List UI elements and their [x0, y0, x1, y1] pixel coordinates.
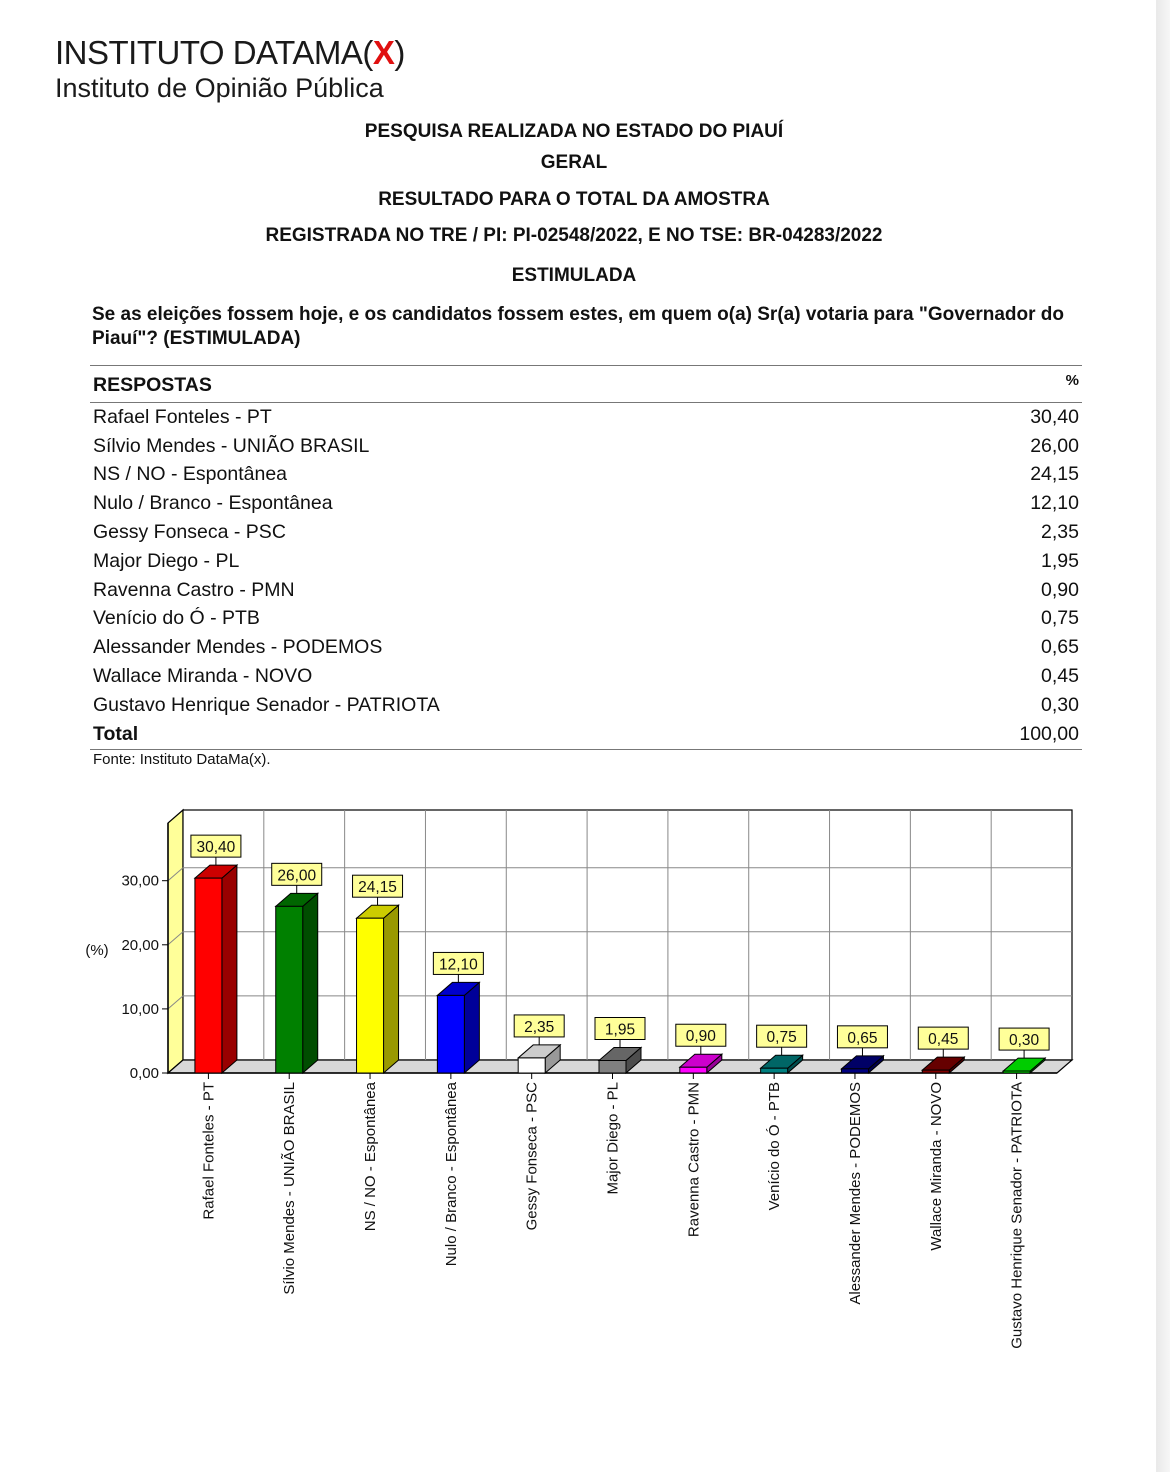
y-axis-label: (%): [85, 942, 109, 959]
x-tick-label: NS / NO - Espontânea: [362, 1082, 380, 1232]
header-line-4: REGISTRADA NO TRE / PI: PI-02548/2022, E NO TSE: BR-04283/2022: [265, 225, 883, 246]
header-line-2: GERAL: [540, 152, 608, 173]
table-row: [90, 518, 1082, 547]
row-label: Nulo / Branco - Espontânea: [93, 492, 333, 515]
bar: [357, 918, 384, 1073]
x-tick-label: Ravenna Castro - PMN: [685, 1082, 703, 1238]
brand-logo: [55, 34, 405, 104]
col-label-header: RESPOSTAS: [90, 366, 926, 403]
data-label: 1,95: [604, 1021, 636, 1039]
x-tick-label: Major Diego - PL: [604, 1082, 622, 1195]
table-row: [90, 461, 1082, 490]
y-tick-label: 10,00: [121, 1000, 159, 1018]
y-tick-label: 30,00: [121, 872, 159, 890]
table-row: [90, 691, 1082, 720]
row-value: 0,75: [1041, 607, 1079, 630]
x-tick-label: Wallace Miranda - NOVO: [927, 1082, 945, 1251]
total-value: 100,00: [926, 720, 1082, 749]
table-row: [90, 605, 1082, 634]
bar: [680, 1067, 707, 1073]
chart-side-wall: [168, 810, 183, 1073]
table-row: [90, 576, 1082, 605]
row-label: Alessander Mendes - PODEMOS: [93, 636, 383, 659]
bar: [437, 995, 464, 1073]
row-label: Wallace Miranda - NOVO: [93, 665, 313, 688]
x-tick-label: Venício do Ó - PTB: [766, 1082, 784, 1211]
data-label: 2,35: [524, 1018, 555, 1036]
col-value-header: %: [926, 366, 1082, 403]
data-label: 0,65: [847, 1029, 878, 1047]
bar: [276, 906, 303, 1073]
row-label: Major Diego - PL: [93, 549, 240, 572]
header-line-5: ESTIMULADA: [511, 265, 637, 286]
data-label: 24,15: [358, 879, 397, 897]
x-tick-label: Gessy Fonseca - PSC: [523, 1082, 541, 1231]
x-tick-label: Rafael Fonteles - PT: [200, 1082, 218, 1220]
row-value: 26,00: [1030, 434, 1079, 457]
x-tick-label: Nulo / Branco - Espontânea: [442, 1082, 460, 1267]
brand-name-close: ): [394, 34, 405, 71]
survey-question: Se as eleições fossem hoje, e os candidatos fossem estes, em quem o(a) Sr(a) votaria para "Governador do Piauí"? (ESTIMULADA): [92, 304, 1065, 349]
row-value: 0,30: [1041, 693, 1079, 716]
row-label: Gessy Fonseca - PSC: [93, 521, 286, 544]
bar-side: [303, 893, 318, 1073]
row-value: 24,15: [1030, 463, 1079, 486]
bar: [195, 878, 222, 1073]
table-row: [90, 432, 1082, 461]
row-label: NS / NO - Espontânea: [93, 463, 288, 486]
row-value: 12,10: [1030, 492, 1079, 515]
brand-name-text: INSTITUTO DATAMA(: [55, 34, 373, 71]
bar-side: [464, 982, 479, 1073]
bar: [518, 1058, 545, 1073]
bar: [599, 1061, 626, 1074]
row-value: 0,90: [1041, 578, 1079, 601]
brand-subtitle: Instituto de Opinião Pública: [55, 73, 384, 103]
row-value: 1,95: [1041, 549, 1079, 572]
source-note: Fonte: Instituto DataMa(x).: [93, 751, 271, 768]
header-line-1: PESQUISA REALIZADA NO ESTADO DO PIAUÍ: [364, 121, 784, 142]
table-body: [90, 403, 1082, 750]
table-row: [90, 403, 1082, 432]
data-label: 0,30: [1009, 1032, 1040, 1050]
table-header-row: [90, 366, 1082, 403]
row-label: Venício do Ó - PTB: [93, 607, 260, 630]
brand-name: [55, 34, 405, 72]
x-tick-label: Sílvio Mendes - UNIÃO BRASIL: [281, 1082, 299, 1295]
bar-chart: [0, 780, 1170, 1420]
results-table: [90, 365, 1082, 750]
bar: [1003, 1071, 1030, 1073]
bar: [841, 1069, 868, 1073]
table-row: [90, 662, 1082, 691]
row-label: Gustavo Henrique Senador - PATRIOTA: [93, 693, 440, 716]
row-label: Sílvio Mendes - UNIÃO BRASIL: [93, 434, 370, 457]
brand-name-x: X: [372, 34, 395, 71]
bar: [922, 1070, 949, 1073]
row-value: 2,35: [1041, 521, 1079, 544]
data-label: 12,10: [438, 956, 478, 974]
bar-side: [384, 905, 399, 1073]
data-label: 0,45: [928, 1031, 959, 1049]
x-tick-label: Gustavo Henrique Senador - PATRIOTA: [1008, 1082, 1026, 1349]
total-row: [90, 720, 1082, 749]
row-value: 30,40: [1030, 405, 1079, 428]
header-line-3: RESULTADO PARA O TOTAL DA AMOSTRA: [378, 189, 770, 210]
row-value: 0,65: [1041, 636, 1079, 659]
x-tick-label: Alessander Mendes - PODEMOS: [846, 1082, 864, 1305]
total-label: Total: [90, 720, 926, 749]
data-label: 26,00: [277, 867, 317, 885]
y-tick-label: 0,00: [129, 1065, 159, 1082]
data-label: 0,90: [685, 1028, 716, 1046]
row-label: Ravenna Castro - PMN: [93, 578, 295, 601]
table-row: [90, 547, 1082, 576]
row-label: Rafael Fonteles - PT: [93, 405, 272, 428]
table-row: [90, 633, 1082, 662]
data-label: 0,75: [766, 1029, 797, 1047]
row-value: 0,45: [1041, 665, 1079, 688]
bar: [761, 1068, 788, 1073]
bar-side: [222, 865, 237, 1073]
y-tick-label: 20,00: [121, 936, 159, 954]
table-row: [90, 489, 1082, 518]
data-label: 30,40: [196, 839, 236, 857]
